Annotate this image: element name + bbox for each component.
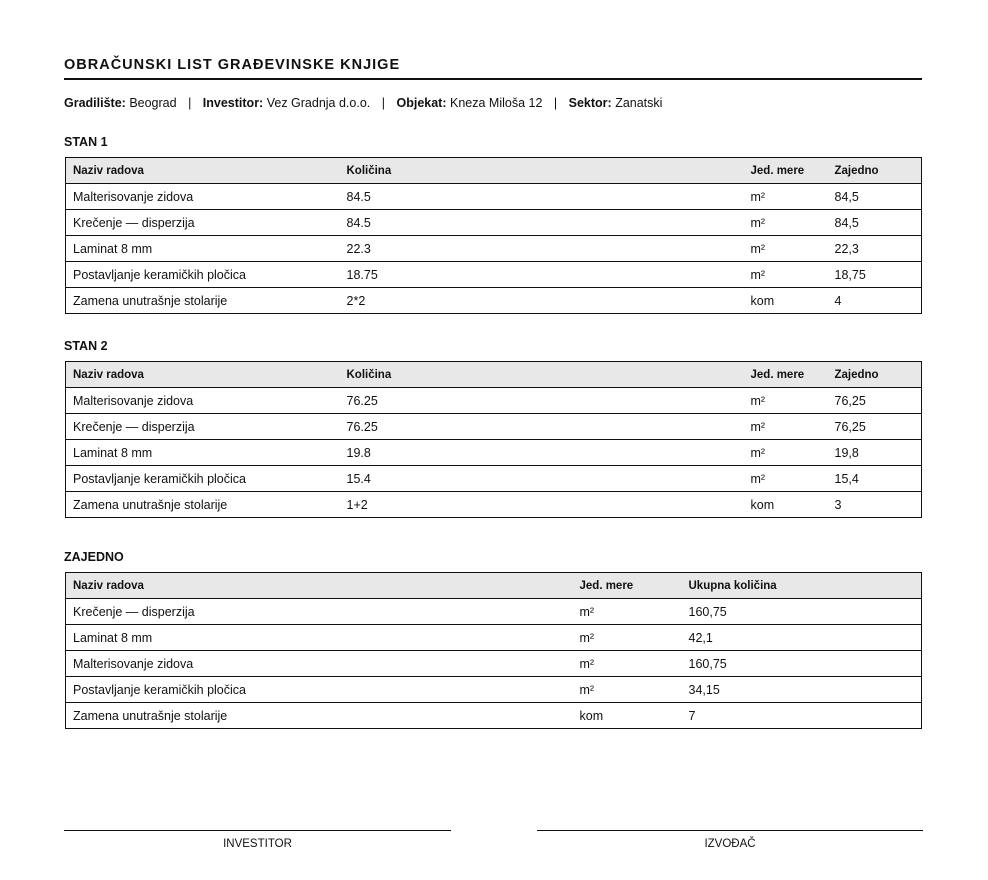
cell-work-name: Malterisovanje zidova [66, 651, 573, 677]
cell-quantity: 22.3 [340, 236, 744, 262]
cell-unit: kom [573, 703, 682, 729]
cell-unit: m² [744, 262, 828, 288]
cell-unit: m² [744, 388, 828, 414]
table-row [66, 651, 922, 677]
table-row [66, 677, 922, 703]
table-header-row [66, 158, 922, 184]
meta-separator: | [381, 96, 385, 110]
column-header: Zajedno [828, 362, 922, 388]
cell-quantity: 19.8 [340, 440, 744, 466]
column-header: Količina [340, 362, 744, 388]
cell-quantity: 2*2 [340, 288, 744, 314]
cell-total-quantity: 7 [682, 703, 922, 729]
cell-work-name: Laminat 8 mm [66, 440, 340, 466]
investor-signature-line [64, 830, 451, 831]
column-header: Naziv radova [66, 362, 340, 388]
table-row [66, 625, 922, 651]
cell-unit: m² [744, 466, 828, 492]
cell-work-name: Malterisovanje zidova [66, 184, 340, 210]
column-header: Jed. mere [744, 158, 828, 184]
cell-quantity: 84.5 [340, 210, 744, 236]
section-title-stan-2: STAN 2 [64, 339, 108, 353]
column-header: Količina [340, 158, 744, 184]
column-header: Ukupna količina [682, 573, 922, 599]
table-row [66, 262, 922, 288]
cell-work-name: Postavljanje keramičkih pločica [66, 262, 340, 288]
site-value: Beograd [129, 96, 177, 110]
table-stan-2 [65, 361, 922, 518]
cell-unit: m² [744, 210, 828, 236]
column-header: Jed. mere [573, 573, 682, 599]
meta-separator: | [188, 96, 192, 110]
table-zajedno [65, 572, 922, 729]
investor-label: Investitor: [202, 96, 264, 110]
section-title-zajedno: ZAJEDNO [64, 550, 124, 564]
table-row [66, 440, 922, 466]
column-header: Jed. mere [744, 362, 828, 388]
cell-total: 76,25 [828, 414, 922, 440]
sector-label: Sektor: [568, 96, 612, 110]
cell-total: 4 [828, 288, 922, 314]
cell-total-quantity: 42,1 [682, 625, 922, 651]
table-header-row [66, 362, 922, 388]
cell-total: 84,5 [828, 210, 922, 236]
investor-signature-label: INVESTITOR [223, 838, 292, 850]
table-row [66, 703, 922, 729]
cell-work-name: Zamena unutrašnje stolarije [66, 492, 340, 518]
table-row [66, 492, 922, 518]
table-row [66, 236, 922, 262]
table-row [66, 599, 922, 625]
cell-quantity: 84.5 [340, 184, 744, 210]
cell-quantity: 76.25 [340, 388, 744, 414]
cell-unit: m² [744, 414, 828, 440]
cell-work-name: Krečenje — disperzija [66, 414, 340, 440]
investor-value: Vez Gradnja d.o.o. [266, 96, 371, 110]
object-value: Kneza Miloša 12 [449, 96, 543, 110]
cell-unit: m² [573, 677, 682, 703]
cell-unit: m² [744, 440, 828, 466]
table-row [66, 184, 922, 210]
table-row [66, 210, 922, 236]
table-row [66, 388, 922, 414]
cell-total: 19,8 [828, 440, 922, 466]
cell-unit: m² [744, 184, 828, 210]
cell-total: 22,3 [828, 236, 922, 262]
column-header: Naziv radova [66, 158, 340, 184]
table-row [66, 288, 922, 314]
column-header: Naziv radova [66, 573, 573, 599]
title-divider [64, 78, 922, 80]
object-label: Objekat: [396, 96, 447, 110]
cell-unit: m² [744, 236, 828, 262]
sector-value: Zanatski [615, 96, 663, 110]
cell-quantity: 1+2 [340, 492, 744, 518]
meta-separator: | [553, 96, 558, 110]
table-stan-1 [65, 157, 922, 314]
cell-unit: kom [744, 288, 828, 314]
cell-work-name: Postavljanje keramičkih pločica [66, 677, 573, 703]
page-title: OBRAČUNSKI LIST GRAĐEVINSKE KNJIGE [64, 57, 401, 73]
cell-total: 76,25 [828, 388, 922, 414]
contractor-signature-line [537, 830, 923, 831]
cell-work-name: Krečenje — disperzija [66, 210, 340, 236]
site-label: Gradilište: [64, 96, 126, 110]
cell-total: 15,4 [828, 466, 922, 492]
cell-unit: m² [573, 625, 682, 651]
table-row [66, 414, 922, 440]
cell-quantity: 76.25 [340, 414, 744, 440]
cell-total: 84,5 [828, 184, 922, 210]
cell-unit: m² [573, 599, 682, 625]
cell-work-name: Zamena unutrašnje stolarije [66, 703, 573, 729]
cell-total-quantity: 160,75 [682, 599, 922, 625]
cell-work-name: Laminat 8 mm [66, 236, 340, 262]
cell-work-name: Zamena unutrašnje stolarije [66, 288, 340, 314]
cell-unit: m² [573, 651, 682, 677]
cell-total: 3 [828, 492, 922, 518]
cell-work-name: Krečenje — disperzija [66, 599, 573, 625]
cell-total: 18,75 [828, 262, 922, 288]
cell-work-name: Laminat 8 mm [66, 625, 573, 651]
cell-quantity: 15.4 [340, 466, 744, 492]
column-header: Zajedno [828, 158, 922, 184]
project-meta [64, 96, 662, 110]
contractor-signature-label: IZVOĐAČ [704, 838, 756, 850]
cell-quantity: 18.75 [340, 262, 744, 288]
cell-work-name: Postavljanje keramičkih pločica [66, 466, 340, 492]
section-title-stan-1: STAN 1 [64, 135, 108, 149]
cell-total-quantity: 34,15 [682, 677, 922, 703]
cell-work-name: Malterisovanje zidova [66, 388, 340, 414]
table-header-row [66, 573, 922, 599]
cell-total-quantity: 160,75 [682, 651, 922, 677]
cell-unit: kom [744, 492, 828, 518]
table-row [66, 466, 922, 492]
